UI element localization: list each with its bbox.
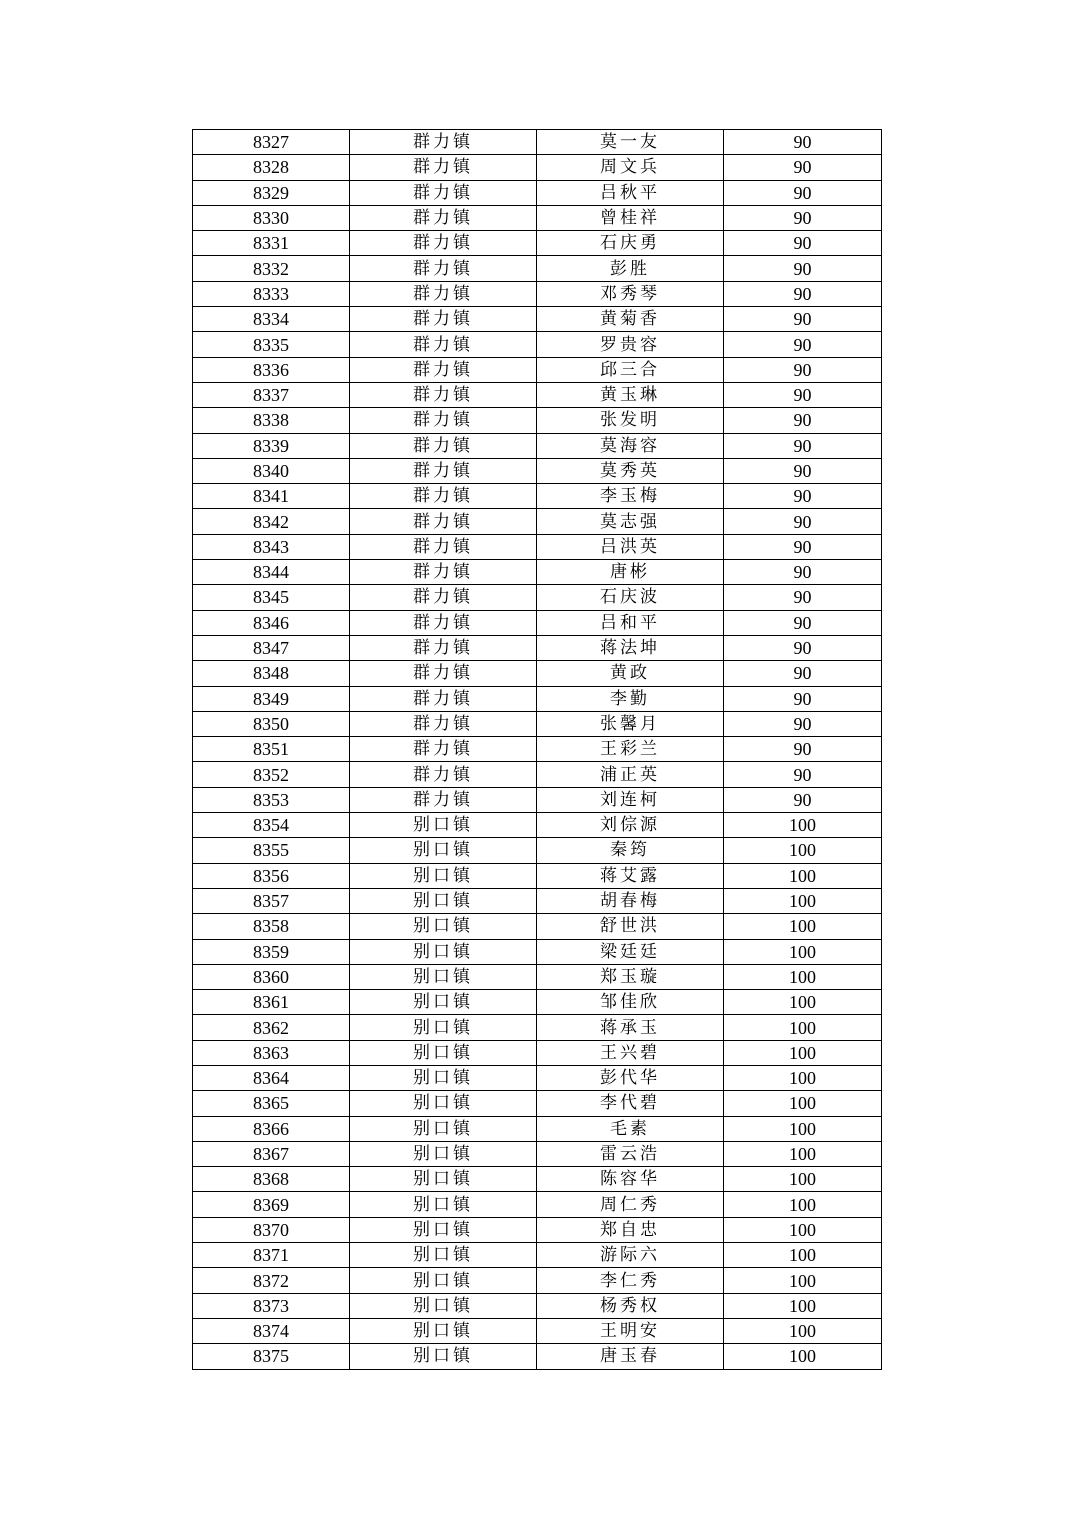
row-number-cell: 8341 — [193, 484, 350, 509]
person-name-cell: 胡春梅 — [537, 888, 724, 913]
amount-cell: 90 — [724, 661, 882, 686]
amount-cell: 90 — [724, 737, 882, 762]
amount-cell: 90 — [724, 787, 882, 812]
table-row — [193, 560, 882, 585]
person-name-cell: 郑自忠 — [537, 1217, 724, 1242]
table-row — [193, 1268, 882, 1293]
amount-cell: 100 — [724, 1040, 882, 1065]
person-name-cell: 李玉梅 — [537, 484, 724, 509]
row-number-cell: 8360 — [193, 964, 350, 989]
amount-cell: 100 — [724, 863, 882, 888]
table-row — [193, 787, 882, 812]
person-name-cell: 秦筠 — [537, 838, 724, 863]
row-number-cell: 8359 — [193, 939, 350, 964]
row-number-cell: 8353 — [193, 787, 350, 812]
town-cell: 别口镇 — [350, 1217, 537, 1242]
town-cell: 群力镇 — [350, 281, 537, 306]
table-row — [193, 1065, 882, 1090]
row-number-cell: 8349 — [193, 686, 350, 711]
person-name-cell: 李仁秀 — [537, 1268, 724, 1293]
town-cell: 群力镇 — [350, 180, 537, 205]
amount-cell: 100 — [724, 1091, 882, 1116]
person-name-cell: 王彩兰 — [537, 737, 724, 762]
table-row — [193, 888, 882, 913]
row-number-cell: 8339 — [193, 433, 350, 458]
table-row — [193, 256, 882, 281]
person-name-cell: 杨秀权 — [537, 1293, 724, 1318]
town-cell: 群力镇 — [350, 610, 537, 635]
person-name-cell: 李勤 — [537, 686, 724, 711]
table-row — [193, 838, 882, 863]
row-number-cell: 8369 — [193, 1192, 350, 1217]
row-number-cell: 8373 — [193, 1293, 350, 1318]
table-row — [193, 1344, 882, 1369]
row-number-cell: 8370 — [193, 1217, 350, 1242]
town-cell: 别口镇 — [350, 1091, 537, 1116]
table-row — [193, 180, 882, 205]
town-cell: 别口镇 — [350, 990, 537, 1015]
amount-cell: 90 — [724, 180, 882, 205]
amount-cell: 90 — [724, 357, 882, 382]
town-cell: 群力镇 — [350, 560, 537, 585]
amount-cell: 90 — [724, 560, 882, 585]
person-name-cell: 莫海容 — [537, 433, 724, 458]
table-row — [193, 585, 882, 610]
town-cell: 群力镇 — [350, 256, 537, 281]
row-number-cell: 8362 — [193, 1015, 350, 1040]
table-row — [193, 635, 882, 660]
town-cell: 群力镇 — [350, 484, 537, 509]
person-name-cell: 黄玉琳 — [537, 382, 724, 407]
person-name-cell: 梁廷廷 — [537, 939, 724, 964]
person-name-cell: 蒋承玉 — [537, 1015, 724, 1040]
amount-cell: 100 — [724, 914, 882, 939]
person-name-cell: 莫秀英 — [537, 458, 724, 483]
table-row — [193, 863, 882, 888]
amount-cell: 90 — [724, 762, 882, 787]
town-cell: 别口镇 — [350, 1167, 537, 1192]
town-cell: 别口镇 — [350, 1344, 537, 1369]
table-row — [193, 433, 882, 458]
amount-cell: 100 — [724, 990, 882, 1015]
amount-cell: 100 — [724, 1217, 882, 1242]
table-row — [193, 205, 882, 230]
amount-cell: 90 — [724, 585, 882, 610]
town-cell: 群力镇 — [350, 205, 537, 230]
person-name-cell: 毛素 — [537, 1116, 724, 1141]
amount-cell: 90 — [724, 382, 882, 407]
town-cell: 别口镇 — [350, 1268, 537, 1293]
town-cell: 群力镇 — [350, 787, 537, 812]
table-row — [193, 711, 882, 736]
person-name-cell: 唐玉春 — [537, 1344, 724, 1369]
row-number-cell: 8329 — [193, 180, 350, 205]
table-row — [193, 1167, 882, 1192]
row-number-cell: 8330 — [193, 205, 350, 230]
table-row — [193, 1091, 882, 1116]
person-name-cell: 莫志强 — [537, 509, 724, 534]
person-name-cell: 郑玉璇 — [537, 964, 724, 989]
amount-cell: 100 — [724, 1015, 882, 1040]
town-cell: 群力镇 — [350, 509, 537, 534]
row-number-cell: 8350 — [193, 711, 350, 736]
town-cell: 别口镇 — [350, 838, 537, 863]
person-name-cell: 唐彬 — [537, 560, 724, 585]
town-cell: 群力镇 — [350, 433, 537, 458]
row-number-cell: 8334 — [193, 307, 350, 332]
amount-cell: 90 — [724, 332, 882, 357]
person-name-cell: 曾桂祥 — [537, 205, 724, 230]
row-number-cell: 8375 — [193, 1344, 350, 1369]
person-name-cell: 张发明 — [537, 408, 724, 433]
table-row — [193, 534, 882, 559]
town-cell: 别口镇 — [350, 964, 537, 989]
person-name-cell: 蒋法坤 — [537, 635, 724, 660]
row-number-cell: 8374 — [193, 1318, 350, 1343]
amount-cell: 90 — [724, 231, 882, 256]
row-number-cell: 8348 — [193, 661, 350, 686]
row-number-cell: 8336 — [193, 357, 350, 382]
table-row — [193, 990, 882, 1015]
table-row — [193, 914, 882, 939]
person-name-cell: 蒋艾露 — [537, 863, 724, 888]
row-number-cell: 8358 — [193, 914, 350, 939]
town-cell: 别口镇 — [350, 1040, 537, 1065]
amount-cell: 100 — [724, 1141, 882, 1166]
row-number-cell: 8363 — [193, 1040, 350, 1065]
person-name-cell: 雷云浩 — [537, 1141, 724, 1166]
person-name-cell: 李代碧 — [537, 1091, 724, 1116]
row-number-cell: 8366 — [193, 1116, 350, 1141]
town-cell: 群力镇 — [350, 357, 537, 382]
town-cell: 群力镇 — [350, 408, 537, 433]
town-cell: 别口镇 — [350, 1065, 537, 1090]
person-name-cell: 吕和平 — [537, 610, 724, 635]
town-cell: 别口镇 — [350, 1116, 537, 1141]
person-name-cell: 莫一友 — [537, 130, 724, 155]
town-cell: 别口镇 — [350, 813, 537, 838]
amount-cell: 90 — [724, 534, 882, 559]
amount-cell: 100 — [724, 1318, 882, 1343]
row-number-cell: 8356 — [193, 863, 350, 888]
town-cell: 别口镇 — [350, 1192, 537, 1217]
table-row — [193, 1141, 882, 1166]
row-number-cell: 8352 — [193, 762, 350, 787]
town-cell: 群力镇 — [350, 686, 537, 711]
person-name-cell: 周文兵 — [537, 155, 724, 180]
town-cell: 群力镇 — [350, 332, 537, 357]
town-cell: 群力镇 — [350, 661, 537, 686]
row-number-cell: 8368 — [193, 1167, 350, 1192]
person-name-cell: 黄政 — [537, 661, 724, 686]
table-row — [193, 1217, 882, 1242]
row-number-cell: 8327 — [193, 130, 350, 155]
town-cell: 别口镇 — [350, 1318, 537, 1343]
amount-cell: 100 — [724, 1167, 882, 1192]
table-row — [193, 408, 882, 433]
row-number-cell: 8371 — [193, 1243, 350, 1268]
town-cell: 群力镇 — [350, 534, 537, 559]
amount-cell: 90 — [724, 130, 882, 155]
row-number-cell: 8345 — [193, 585, 350, 610]
row-number-cell: 8357 — [193, 888, 350, 913]
table-row — [193, 509, 882, 534]
row-number-cell: 8343 — [193, 534, 350, 559]
table-row — [193, 1192, 882, 1217]
row-number-cell: 8364 — [193, 1065, 350, 1090]
town-cell: 别口镇 — [350, 1141, 537, 1166]
person-name-cell: 邓秀琴 — [537, 281, 724, 306]
person-name-cell: 吕洪英 — [537, 534, 724, 559]
amount-cell: 90 — [724, 635, 882, 660]
amount-cell: 100 — [724, 1192, 882, 1217]
town-cell: 群力镇 — [350, 585, 537, 610]
person-name-cell: 邹佳欣 — [537, 990, 724, 1015]
row-number-cell: 8365 — [193, 1091, 350, 1116]
person-name-cell: 浦正英 — [537, 762, 724, 787]
table-row — [193, 686, 882, 711]
row-number-cell: 8344 — [193, 560, 350, 585]
person-name-cell: 张馨月 — [537, 711, 724, 736]
row-number-cell: 8338 — [193, 408, 350, 433]
person-name-cell: 石庆波 — [537, 585, 724, 610]
table-row — [193, 661, 882, 686]
town-cell: 群力镇 — [350, 382, 537, 407]
person-name-cell: 刘连柯 — [537, 787, 724, 812]
row-number-cell: 8331 — [193, 231, 350, 256]
person-name-cell: 彭胜 — [537, 256, 724, 281]
table-row — [193, 1293, 882, 1318]
row-number-cell: 8337 — [193, 382, 350, 407]
amount-cell: 100 — [724, 964, 882, 989]
town-cell: 群力镇 — [350, 231, 537, 256]
town-cell: 群力镇 — [350, 130, 537, 155]
row-number-cell: 8342 — [193, 509, 350, 534]
amount-cell: 90 — [724, 711, 882, 736]
table-row — [193, 737, 882, 762]
table-row — [193, 458, 882, 483]
table-row — [193, 1243, 882, 1268]
table-row — [193, 231, 882, 256]
table-row — [193, 382, 882, 407]
row-number-cell: 8361 — [193, 990, 350, 1015]
amount-cell: 100 — [724, 838, 882, 863]
table-row — [193, 762, 882, 787]
table-row — [193, 357, 882, 382]
row-number-cell: 8346 — [193, 610, 350, 635]
person-name-cell: 吕秋平 — [537, 180, 724, 205]
person-name-cell: 陈容华 — [537, 1167, 724, 1192]
town-cell: 别口镇 — [350, 1015, 537, 1040]
amount-cell: 100 — [724, 1293, 882, 1318]
row-number-cell: 8354 — [193, 813, 350, 838]
amount-cell: 100 — [724, 1268, 882, 1293]
person-name-cell: 邱三合 — [537, 357, 724, 382]
amount-cell: 90 — [724, 433, 882, 458]
town-cell: 群力镇 — [350, 635, 537, 660]
amount-cell: 90 — [724, 155, 882, 180]
amount-cell: 90 — [724, 256, 882, 281]
person-name-cell: 舒世洪 — [537, 914, 724, 939]
amount-cell: 90 — [724, 484, 882, 509]
amount-cell: 100 — [724, 1243, 882, 1268]
table-row — [193, 130, 882, 155]
town-cell: 群力镇 — [350, 458, 537, 483]
row-number-cell: 8351 — [193, 737, 350, 762]
row-number-cell: 8367 — [193, 1141, 350, 1166]
amount-cell: 100 — [724, 939, 882, 964]
table-row — [193, 281, 882, 306]
row-number-cell: 8340 — [193, 458, 350, 483]
table-row — [193, 939, 882, 964]
person-name-cell: 黄菊香 — [537, 307, 724, 332]
person-name-cell: 石庆勇 — [537, 231, 724, 256]
person-name-cell: 彭代华 — [537, 1065, 724, 1090]
amount-cell: 100 — [724, 888, 882, 913]
table-row — [193, 1015, 882, 1040]
town-cell: 群力镇 — [350, 737, 537, 762]
row-number-cell: 8355 — [193, 838, 350, 863]
table-row — [193, 484, 882, 509]
person-name-cell: 游际六 — [537, 1243, 724, 1268]
row-number-cell: 8335 — [193, 332, 350, 357]
town-cell: 别口镇 — [350, 1293, 537, 1318]
amount-cell: 100 — [724, 1116, 882, 1141]
amount-cell: 100 — [724, 1344, 882, 1369]
town-cell: 别口镇 — [350, 1243, 537, 1268]
row-number-cell: 8333 — [193, 281, 350, 306]
table-row — [193, 610, 882, 635]
table-row — [193, 1318, 882, 1343]
town-cell: 群力镇 — [350, 307, 537, 332]
person-name-cell: 王兴碧 — [537, 1040, 724, 1065]
amount-cell: 90 — [724, 408, 882, 433]
table-row — [193, 1040, 882, 1065]
row-number-cell: 8372 — [193, 1268, 350, 1293]
person-name-cell: 王明安 — [537, 1318, 724, 1343]
town-cell: 群力镇 — [350, 711, 537, 736]
roster-table — [192, 129, 882, 1370]
town-cell: 别口镇 — [350, 888, 537, 913]
amount-cell: 90 — [724, 610, 882, 635]
amount-cell: 90 — [724, 458, 882, 483]
town-cell: 别口镇 — [350, 914, 537, 939]
amount-cell: 100 — [724, 1065, 882, 1090]
table-row — [193, 307, 882, 332]
amount-cell: 90 — [724, 686, 882, 711]
amount-cell: 90 — [724, 281, 882, 306]
amount-cell: 90 — [724, 307, 882, 332]
person-name-cell: 周仁秀 — [537, 1192, 724, 1217]
table-row — [193, 964, 882, 989]
town-cell: 别口镇 — [350, 863, 537, 888]
row-number-cell: 8328 — [193, 155, 350, 180]
amount-cell: 90 — [724, 205, 882, 230]
table-row — [193, 1116, 882, 1141]
table-row — [193, 332, 882, 357]
row-number-cell: 8332 — [193, 256, 350, 281]
table-row — [193, 813, 882, 838]
amount-cell: 100 — [724, 813, 882, 838]
row-number-cell: 8347 — [193, 635, 350, 660]
person-name-cell: 罗贵容 — [537, 332, 724, 357]
amount-cell: 90 — [724, 509, 882, 534]
person-name-cell: 刘倧源 — [537, 813, 724, 838]
town-cell: 群力镇 — [350, 155, 537, 180]
roster-table-body — [193, 130, 882, 1370]
town-cell: 别口镇 — [350, 939, 537, 964]
table-row — [193, 155, 882, 180]
town-cell: 群力镇 — [350, 762, 537, 787]
